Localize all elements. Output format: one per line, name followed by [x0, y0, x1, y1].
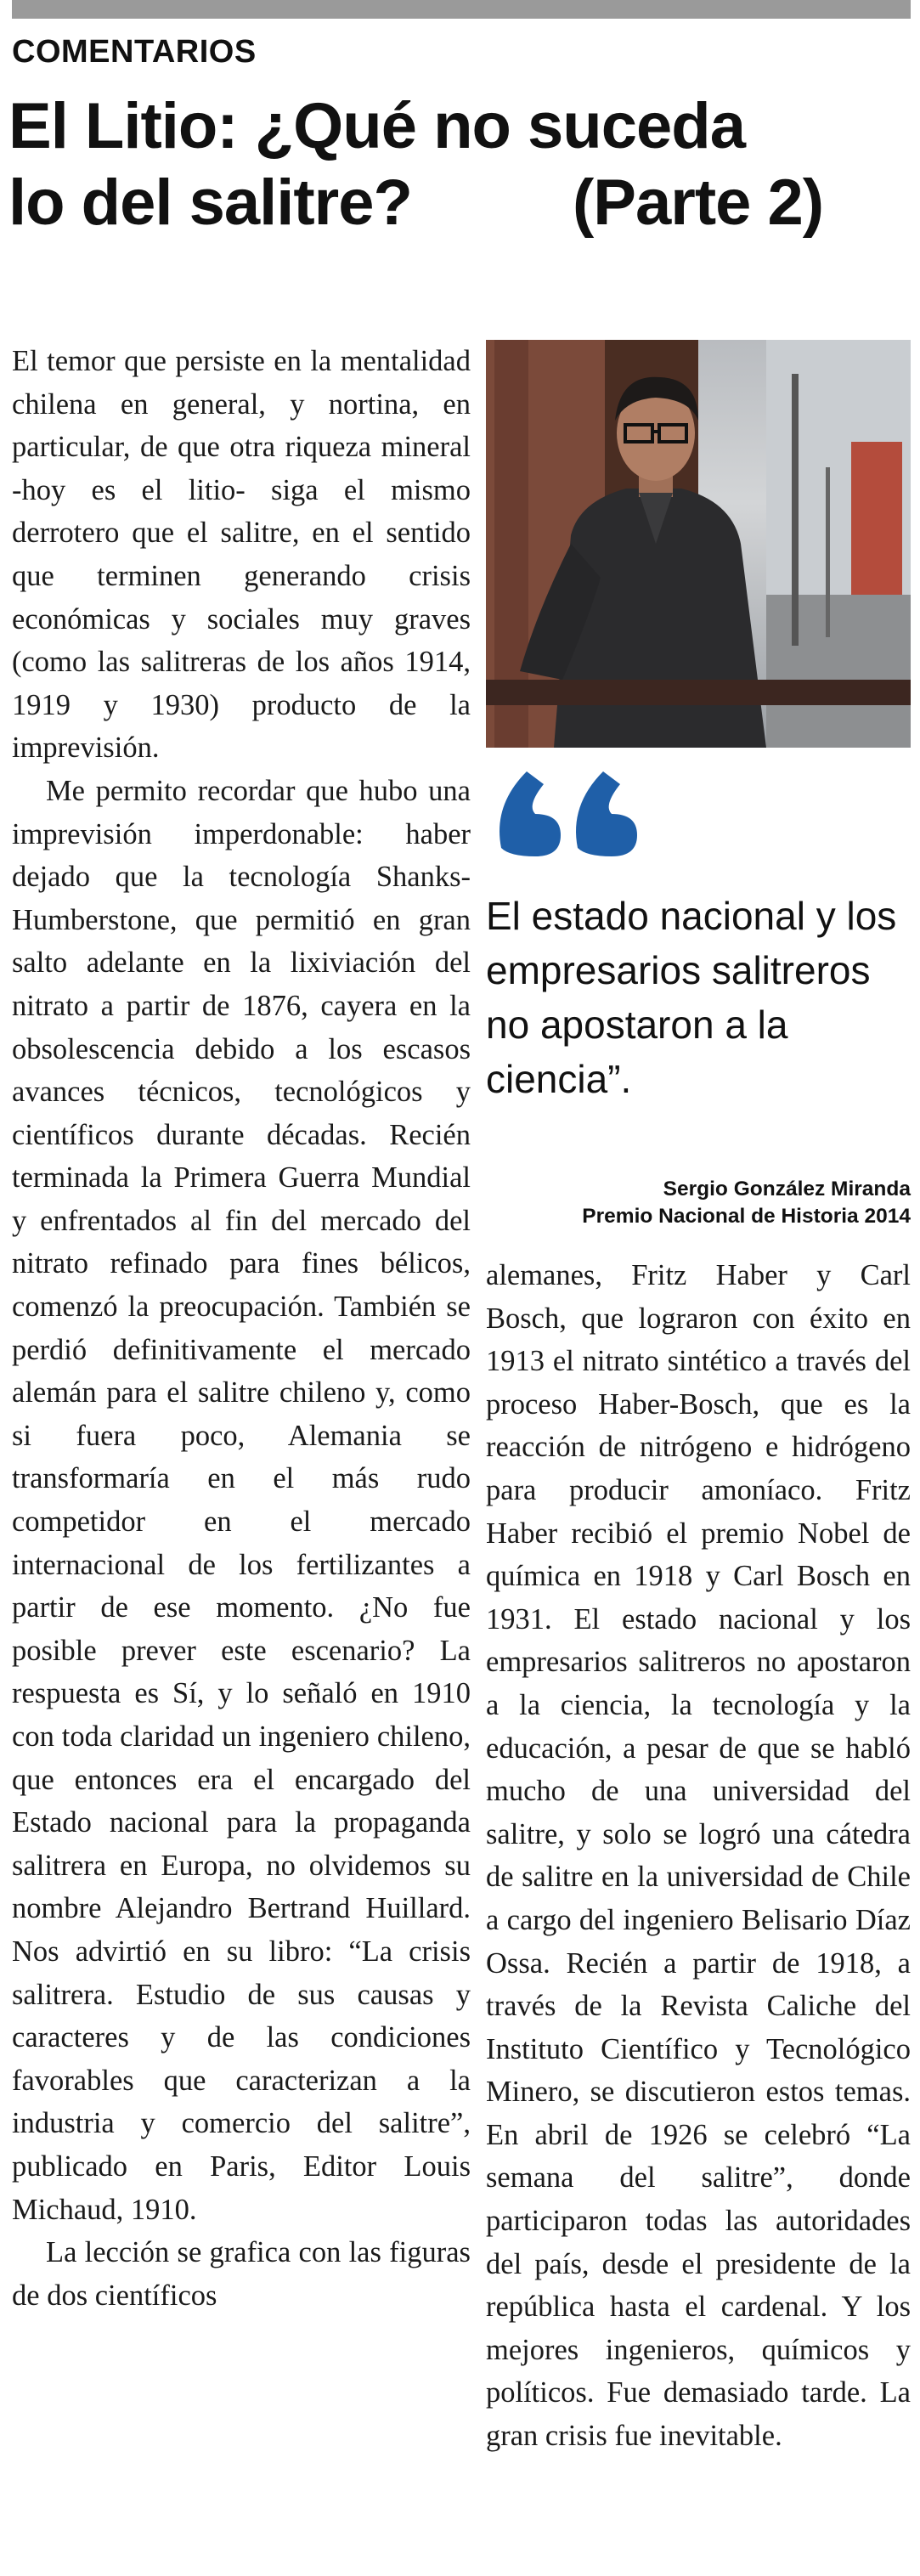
- article-body-right: [486, 1254, 911, 2458]
- article-body-left: [12, 340, 471, 2317]
- quote-mark-icon: [493, 754, 646, 856]
- author-photo: [486, 340, 911, 748]
- paragraph-2: Me permito recordar que hubo una imprevisión imperdonable: haber dejado que la tecnología Shanks-Humberstone, que permitió en gran salto adelante en la lixiviación del nitrato a partir de 1876, cayera en la obsolescencia debido a los escasos avances técnicos, tecnológicos y científicos durante décadas. Recién terminada la Primera Guerra Mundial y enfrentados al fin del mercado del nitrato refinado para fines bélicos, comenzó la preocupación. También se perdió definitivamente el mercado alemán para el salitre chileno y, como si fuera poco, Alemania se transformaría en el más rudo competidor en el mercado internacional de los fertilizantes a partir de ese momento. ¿No fue posible prever este escenario? La respuesta es Sí, y lo señaló en 1910 con toda claridad un ingeniero chileno, que entonces era el encargado del Estado nacional para la propaganda salitrera en Europa, no olvidemos su nombre Alejandro Bertrand Huillard. Nos advirtió en su libro: “La crisis salitrera. Estudio de sus causas y caracteres y de las condiciones favorables que caracterizan a la industria y comercio del salitre”, publicado en Paris, Editor Louis Michaud, 1910.: [12, 774, 471, 2226]
- pull-quote: El estado nacional y los empresarios salitreros no apostaron a la ciencia”.: [486, 894, 897, 1101]
- top-rule: [12, 0, 911, 19]
- paragraph-1: El temor que persiste en la mentalidad chilena en general, y nortina, en particular, de que otra riqueza mineral -hoy es el litio- siga el mismo derrotero que el salitre, en el sentido que terminen generando crisis económicas y sociales muy graves (como las salitreras de los años 1914, 1919 y 1930) producto de la imprevisión.: [12, 345, 471, 765]
- section-label: COMENTARIOS: [12, 34, 257, 70]
- headline-line-1: El Litio: ¿Qué no suceda: [8, 90, 745, 162]
- headline-part: (Parte 2): [573, 167, 824, 239]
- headline: [8, 88, 913, 241]
- author-credit: [486, 1176, 911, 1230]
- author-name: Sergio González Miranda: [663, 1178, 911, 1200]
- headline-line-2: lo del salitre?: [8, 167, 412, 239]
- author-title: Premio Nacional de Historia 2014: [582, 1205, 911, 1228]
- author-photo-illustration: [486, 340, 911, 748]
- paragraph-continued: alemanes, Fritz Haber y Carl Bosch, que lograron con éxito en 1913 el nitrato sintético a través del proceso Haber-Bosch, que es la reacción de nitrógeno e hidrógeno para producir amoníaco. Fritz Haber recibió el premio Nobel de química en 1918 y Carl Bosch en 1931. El estado nacional y los empresarios salitreros no apostaron a la ciencia, la tecnología y la educación, a pesar de que se habló mucho de una universidad del salitre, y solo se logró una cátedra de salitre en la universidad de Chile a cargo del ingeniero Belisario Díaz Ossa. Recién a partir de 1918, a través de la Revista Caliche del Instituto Científico y Tecnológico Minero, se discutieron estos temas. En abril de 1926 se celebró “La semana del salitre”, donde participaron todas las autoridades del país, desde el presidente de la república hasta el cardenal. Y los mejores ingenieros, químicos y políticos. Fue demasiado tarde. La gran crisis fue inevitable.: [486, 1259, 911, 2453]
- paragraph-3: La lección se grafica con las figuras de dos científicos: [12, 2236, 471, 2312]
